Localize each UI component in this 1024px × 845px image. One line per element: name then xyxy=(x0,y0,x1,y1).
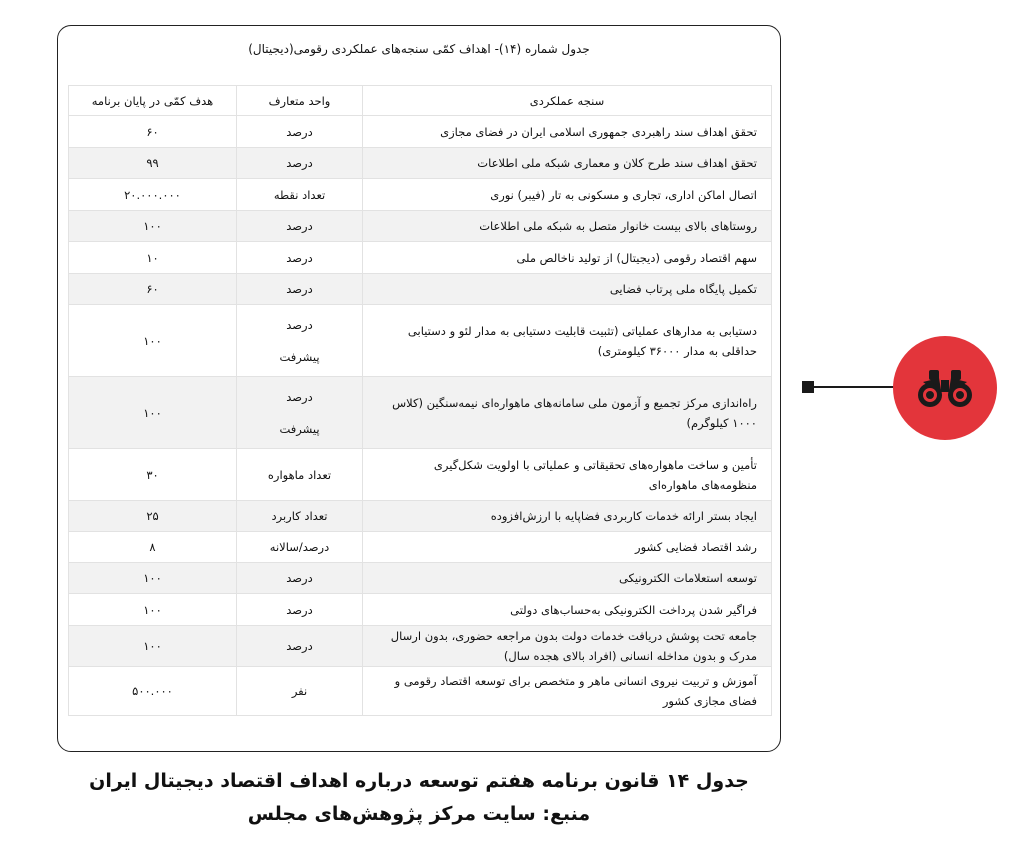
header-unit: واحد متعارف xyxy=(237,86,363,116)
cell-target: ۱۰۰ xyxy=(69,563,237,594)
cell-target: ۱۰۰ xyxy=(69,305,237,377)
table-row xyxy=(69,116,772,148)
cell-target: ۱۰ xyxy=(69,242,237,274)
cell-target: ۲۵ xyxy=(69,501,237,532)
header-metric: سنجه عملکردی xyxy=(363,86,772,116)
table-row xyxy=(69,148,772,179)
table-row xyxy=(69,449,772,501)
cell-target: ۶۰ xyxy=(69,274,237,305)
table-row xyxy=(69,211,772,242)
cell-unit: تعداد ماهواره xyxy=(237,449,363,501)
cell-metric: رشد اقتصاد فضایی کشور xyxy=(363,532,772,563)
cell-unit: درصد xyxy=(237,211,363,242)
metrics-table xyxy=(68,85,772,716)
cell-metric: ایجاد بستر ارائه خدمات کاربردی فضاپایه با ارزش‌افزوده xyxy=(363,501,772,532)
cell-metric: تحقق اهداف سند طرح کلان و معماری شبکه ملی اطلاعات xyxy=(363,148,772,179)
table-row xyxy=(69,626,772,667)
cell-unit: تعداد کاربرد xyxy=(237,501,363,532)
binoculars-badge xyxy=(893,336,997,440)
cell-metric: جامعه تحت پوشش دریافت خدمات دولت بدون مراجعه حضوری، بدون ارسال مدرک و بدون مداخله انسانی (افراد بالای هجده سال) xyxy=(363,626,772,667)
table-card xyxy=(57,25,781,752)
cell-unit: درصد xyxy=(237,563,363,594)
cell-unit-line2: پیشرفت xyxy=(279,349,320,364)
figure-caption: جدول ۱۴ قانون برنامه هفتم توسعه درباره اهداف اقتصاد دیجیتال ایران xyxy=(89,770,749,792)
table-row xyxy=(69,274,772,305)
table-header-row xyxy=(69,86,772,116)
cell-unit: درصد xyxy=(237,242,363,274)
cell-metric: آموزش و تربیت نیروی انسانی ماهر و متخصص برای توسعه اقتصاد رقومی و فضای مجازی کشور xyxy=(363,667,772,716)
table-title: جدول شماره (۱۴)- اهداف کمّی سنجه‌های عملکردی رقومی(دیجیتال) xyxy=(248,42,590,56)
cell-target: ۱۰۰ xyxy=(69,377,237,449)
binoculars-icon xyxy=(915,368,975,408)
cell-metric: سهم اقتصاد رقومی (دیجیتال) از تولید ناخالص ملی xyxy=(363,242,772,274)
cell-unit: درصد xyxy=(237,626,363,667)
table-row xyxy=(69,532,772,563)
cell-metric: راه‌اندازی مرکز تجمیع و آزمون ملی سامانه‌های ماهواره‌ای نیمه‌سنگین (کلاس ۱۰۰۰ کیلوگرم) xyxy=(363,377,772,449)
cell-metric: اتصال اماکن اداری، تجاری و مسکونی به تار (فیبر) نوری xyxy=(363,179,772,211)
cell-unit: تعداد نقطه xyxy=(237,179,363,211)
cell-unit-line1: درصد xyxy=(286,389,313,404)
cell-unit: درصد xyxy=(237,148,363,179)
table-row xyxy=(69,305,772,377)
table-row xyxy=(69,501,772,532)
cell-unit-line2: پیشرفت xyxy=(279,421,320,436)
table-row xyxy=(69,667,772,716)
cell-target: ۳۰ xyxy=(69,449,237,501)
cell-metric: توسعه استعلامات الکترونیکی xyxy=(363,563,772,594)
cell-unit-line1: درصد xyxy=(286,317,313,332)
cell-metric: دستیابی به مدارهای عملیاتی (تثبیت قابلیت دستیابی به مدار لئو و دستیابی حداقلی به مدار ۳۶۰۰۰ کیلومتری) xyxy=(363,305,772,377)
header-target: هدف کمّی در پایان برنامه xyxy=(69,86,237,116)
cell-unit: درصد xyxy=(237,274,363,305)
cell-metric: تأمین و ساخت ماهواره‌های تحقیقاتی و عملیاتی با اولویت شکل‌گیری منظومه‌های ماهواره‌ای xyxy=(363,449,772,501)
cell-unit: نفر xyxy=(237,667,363,716)
cell-target: ۵۰۰.۰۰۰ xyxy=(69,667,237,716)
cell-target: ۸ xyxy=(69,532,237,563)
table-row xyxy=(69,377,772,449)
cell-unit: درصد xyxy=(237,116,363,148)
cell-target: ۹۹ xyxy=(69,148,237,179)
cell-target: ۱۰۰ xyxy=(69,626,237,667)
cell-target: ۱۰۰ xyxy=(69,211,237,242)
cell-target: ۱۰۰ xyxy=(69,594,237,626)
table-row xyxy=(69,242,772,274)
cell-unit xyxy=(237,305,363,377)
table-row xyxy=(69,594,772,626)
cell-metric: تحقق اهداف سند راهبردی جمهوری اسلامی ایران در فضای مجازی xyxy=(363,116,772,148)
cell-target: ۲۰.۰۰۰.۰۰۰ xyxy=(69,179,237,211)
cell-metric: روستاهای بالای بیست خانوار متصل به شبکه ملی اطلاعات xyxy=(363,211,772,242)
cell-metric: تکمیل پایگاه ملی پرتاب فضایی xyxy=(363,274,772,305)
table-row xyxy=(69,179,772,211)
table-row xyxy=(69,563,772,594)
cell-metric: فراگیر شدن پرداخت الکترونیکی به‌حساب‌های دولتی xyxy=(363,594,772,626)
figure-source: منبع: سایت مرکز پژوهش‌های مجلس xyxy=(247,803,591,825)
cell-target: ۶۰ xyxy=(69,116,237,148)
cell-unit: درصد xyxy=(237,594,363,626)
cell-unit: درصد/سالانه xyxy=(237,532,363,563)
cell-unit xyxy=(237,377,363,449)
